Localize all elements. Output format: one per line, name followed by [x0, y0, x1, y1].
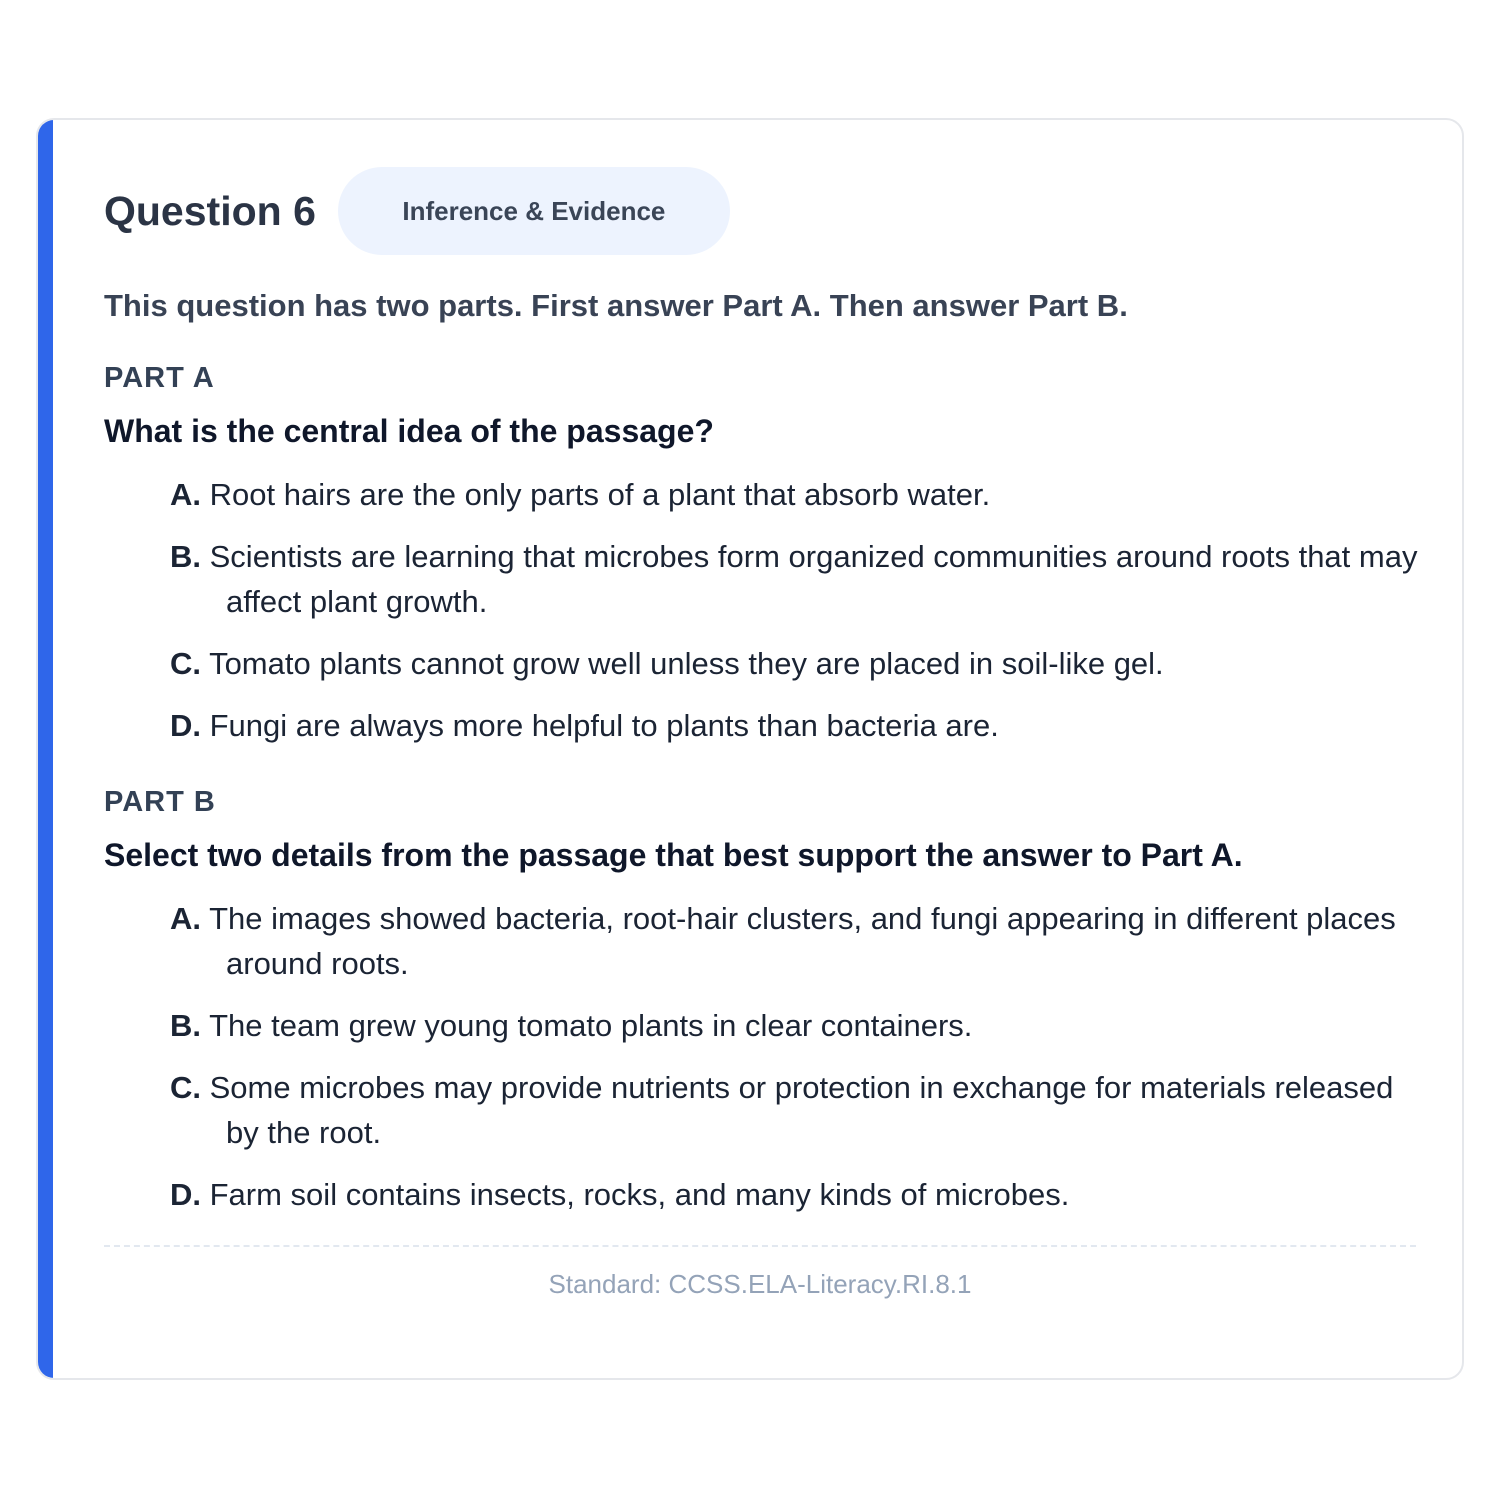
option-letter: D. [170, 1177, 201, 1212]
option-text: Scientists are learning that microbes form organized communities around roots that may affect plant growth. [209, 539, 1418, 619]
option-letter: B. [170, 1008, 201, 1043]
option-text: Fungi are always more helpful to plants than bacteria are. [209, 708, 999, 743]
part-b-prompt: Select two details from the passage that best support the answer to Part A. [104, 837, 1243, 873]
option-letter: C. [170, 646, 201, 681]
option-letter: A. [170, 901, 201, 936]
part-a-label: PART A [104, 362, 215, 394]
part-a-option-a[interactable] [170, 472, 1424, 517]
skill-badge: Inference & Evidence [338, 167, 730, 255]
part-b-label: PART B [104, 786, 216, 818]
part-b-option-c[interactable] [170, 1065, 1424, 1155]
option-text: Some microbes may provide nutrients or protection in exchange for materials released by the root. [209, 1070, 1394, 1150]
option-letter: B. [170, 539, 201, 574]
option-letter: C. [170, 1070, 201, 1105]
accent-bar [38, 120, 53, 1378]
question-instructions: This question has two parts. First answer Part A. Then answer Part B. [104, 288, 1128, 323]
question-title: Question 6 [104, 187, 316, 234]
part-a-option-c[interactable] [170, 641, 1424, 686]
part-b-options [104, 896, 1424, 1217]
option-text: The team grew young tomato plants in clear containers. [209, 1008, 973, 1043]
option-text: Tomato plants cannot grow well unless they are placed in soil-like gel. [209, 646, 1164, 681]
part-a-prompt: What is the central idea of the passage? [104, 413, 714, 449]
option-text: The images showed bacteria, root-hair clusters, and fungi appearing in different places around roots. [209, 901, 1396, 981]
part-a-option-b[interactable] [170, 534, 1424, 624]
question-content [104, 166, 1424, 1300]
question-header [104, 166, 1424, 256]
option-text: Root hairs are the only parts of a plant that absorb water. [209, 477, 991, 512]
part-a-options [104, 472, 1424, 748]
option-letter: A. [170, 477, 201, 512]
option-text: Farm soil contains insects, rocks, and many kinds of microbes. [209, 1177, 1070, 1212]
part-b-option-d[interactable] [170, 1172, 1424, 1217]
option-letter: D. [170, 708, 201, 743]
question-card [36, 118, 1464, 1380]
standard-label: Standard: CCSS.ELA-Literacy.RI.8.1 [548, 1269, 972, 1299]
footer-divider [104, 1245, 1416, 1247]
part-b-option-b[interactable] [170, 1003, 1424, 1048]
part-b-option-a[interactable] [170, 896, 1424, 986]
part-a-option-d[interactable] [170, 703, 1424, 748]
